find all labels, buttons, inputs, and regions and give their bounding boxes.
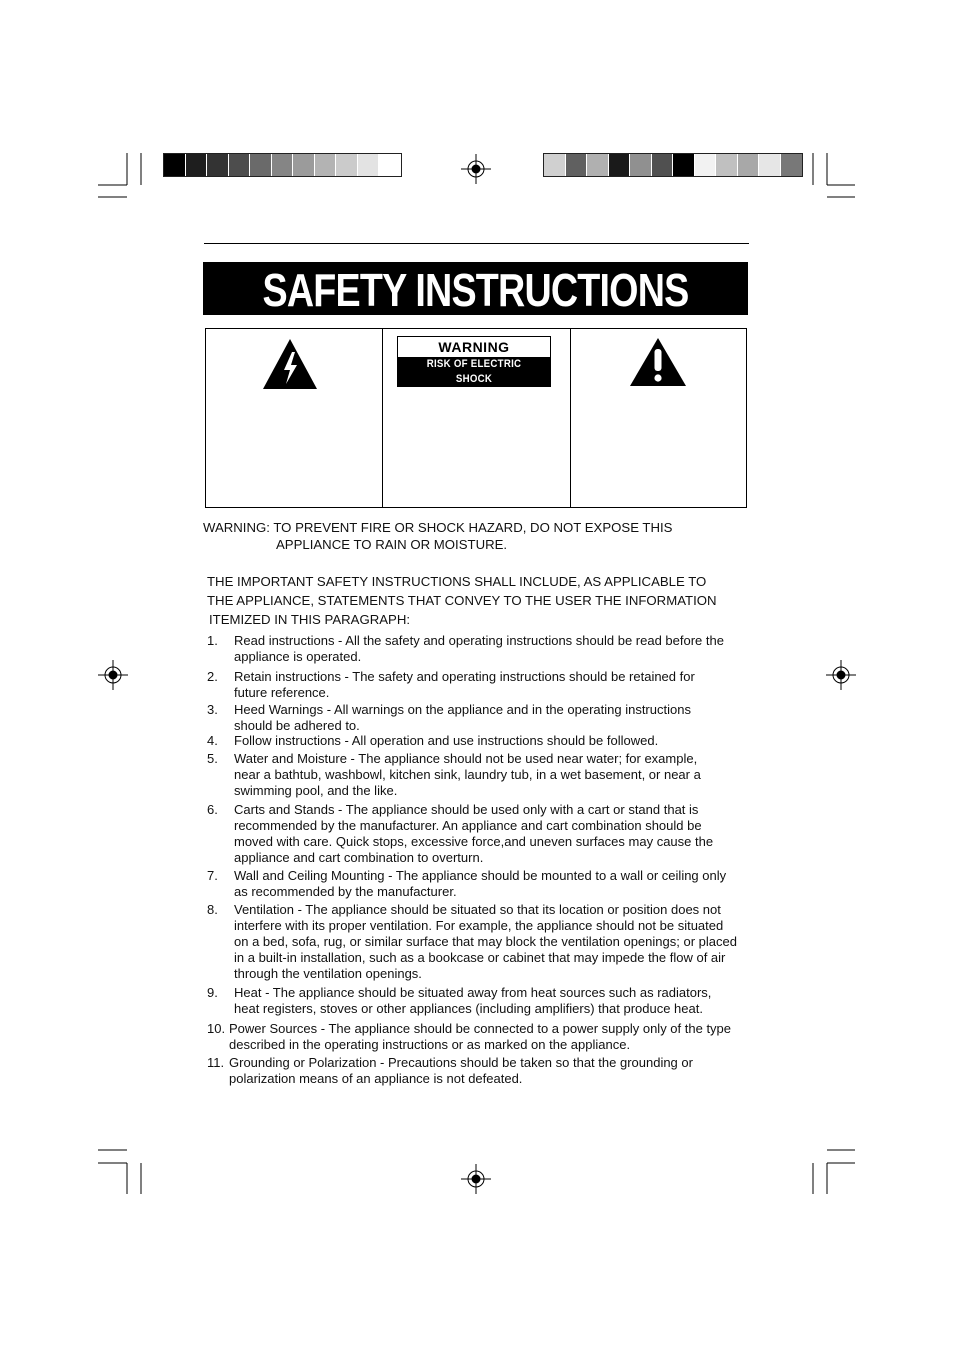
- instruction-number: 3.: [207, 702, 218, 717]
- instruction-line: Carts and Stands - The appliance should be used only with a cart or stand that is: [234, 802, 699, 817]
- instruction-line: Heed Warnings - All warnings on the appliance and in the operating instructions: [234, 702, 691, 717]
- table-divider: [382, 329, 383, 507]
- instruction-line: on a bed, sofa, rug, or similar surface that may block the ventilation openings; or placed: [234, 934, 737, 949]
- color-swatch: [716, 154, 738, 176]
- main-warning-line: WARNING: TO PREVENT FIRE OR SHOCK HAZARD, DO NOT EXPOSE THIS: [203, 520, 673, 535]
- registration-target-right: [826, 660, 856, 690]
- instruction-line: Wall and Ceiling Mounting - The appliance should be mounted to a wall or ceiling only: [234, 868, 727, 883]
- instruction-line: Follow instructions - All operation and use instructions should be followed.: [234, 733, 659, 748]
- intro-line: THE APPLIANCE, STATEMENTS THAT CONVEY TO THE USER THE INFORMATION: [207, 593, 717, 608]
- instruction-text: [229, 1021, 764, 1053]
- color-calibration-bar-left: [163, 153, 402, 177]
- instruction-number: 7.: [207, 868, 218, 883]
- page-title-banner: [203, 262, 748, 315]
- instruction-text: [234, 802, 769, 866]
- color-swatch: [315, 154, 337, 176]
- color-swatch: [336, 154, 358, 176]
- registration-target-left: [98, 660, 128, 690]
- instruction-number: 4.: [207, 733, 218, 748]
- instruction-text: [229, 1055, 764, 1087]
- exclamation-triangle-icon: [629, 337, 687, 387]
- instruction-line: Read instructions - All the safety and operating instructions should be read before the: [234, 633, 724, 648]
- warning-label-body: [398, 357, 550, 400]
- color-swatch: [630, 154, 652, 176]
- instruction-text: [234, 669, 769, 701]
- instruction-line: should be adhered to.: [234, 718, 360, 733]
- color-swatch: [250, 154, 272, 176]
- instruction-line: moved with care. Quick stops, excessive force,and uneven surfaces may cause the: [234, 834, 714, 849]
- color-swatch: [379, 154, 401, 176]
- warning-label-line: RISK OF ELECTRIC SHOCK: [426, 358, 522, 385]
- instruction-text: [234, 868, 769, 900]
- color-swatch: [673, 154, 695, 176]
- instruction-line: near a bathtub, washbowl, kitchen sink, laundry tub, in a wet basement, or near a: [234, 767, 701, 782]
- lightning-triangle-icon: [262, 338, 318, 390]
- color-swatch: [652, 154, 674, 176]
- instruction-number: 11.: [207, 1055, 225, 1070]
- instruction-line: as recommended by the manufacturer.: [234, 884, 457, 899]
- color-swatch: [272, 154, 294, 176]
- color-swatch: [738, 154, 760, 176]
- color-swatch: [781, 154, 803, 176]
- color-swatch: [164, 154, 186, 176]
- color-swatch: [759, 154, 781, 176]
- color-swatch: [293, 154, 315, 176]
- instruction-line: Water and Moisture - The appliance should not be used near water; for example,: [234, 751, 698, 766]
- instruction-number: 6.: [207, 802, 218, 817]
- instruction-text: [234, 902, 769, 982]
- instruction-number: 5.: [207, 751, 218, 766]
- table-divider: [570, 329, 571, 507]
- instruction-text: [234, 733, 769, 749]
- page-title: SAFETY INSTRUCTIONS: [262, 264, 689, 316]
- instruction-number: 1.: [207, 633, 218, 648]
- main-warning-line: APPLIANCE TO RAIN OR MOISTURE.: [276, 537, 508, 552]
- color-swatch: [207, 154, 229, 176]
- intro-line: ITEMIZED IN THIS PARAGRAPH:: [209, 612, 411, 627]
- instruction-line: described in the operating instructions or as marked on the appliance.: [229, 1037, 631, 1052]
- instruction-line: heat registers, stoves or other appliances (including amplifiers) that produce heat.: [234, 1001, 703, 1016]
- instruction-line: Retain instructions - The safety and operating instructions should be retained for: [234, 669, 695, 684]
- color-swatch: [609, 154, 631, 176]
- instruction-line: interfere with its proper ventilation. For example, the appliance should not be situated: [234, 918, 724, 933]
- instruction-line: Power Sources - The appliance should be connected to a power supply only of the type: [229, 1021, 732, 1036]
- warning-label: [397, 336, 551, 400]
- color-swatch: [695, 154, 717, 176]
- color-calibration-bar-right: [543, 153, 803, 177]
- instruction-number: 10.: [207, 1021, 226, 1036]
- instruction-line: through the ventilation openings.: [234, 966, 422, 981]
- instruction-line: swimming pool, and the like.: [234, 783, 398, 798]
- instruction-line: Ventilation - The appliance should be situated so that its location or position does not: [234, 902, 721, 917]
- header-rule: [204, 243, 749, 244]
- instruction-line: in a built-in installation, such as a bookcase or cabinet that may impede the flow of air: [234, 950, 726, 965]
- instruction-line: Heat - The appliance should be situated away from heat sources such as radiators,: [234, 985, 712, 1000]
- instruction-line: appliance is operated.: [234, 649, 362, 664]
- main-warning: [203, 519, 763, 553]
- instruction-text: [234, 985, 769, 1017]
- color-swatch: [229, 154, 251, 176]
- instruction-text: [234, 751, 769, 799]
- color-swatch: [358, 154, 380, 176]
- instruction-number: 8.: [207, 902, 218, 917]
- instruction-text: [234, 633, 769, 665]
- color-swatch: [544, 154, 566, 176]
- instruction-line: appliance and cart combination to overturn.: [234, 850, 484, 865]
- warning-label-heading: WARNING: [438, 339, 510, 355]
- instruction-line: recommended by the manufacturer. An appliance and cart combination should be: [234, 818, 702, 833]
- registration-target-bottom: [461, 1164, 491, 1194]
- instruction-line: future reference.: [234, 685, 330, 700]
- intro-paragraph: [207, 572, 767, 629]
- color-swatch: [186, 154, 208, 176]
- intro-line: THE IMPORTANT SAFETY INSTRUCTIONS SHALL INCLUDE, AS APPLICABLE TO: [207, 574, 707, 589]
- registration-target-top: [461, 154, 491, 184]
- color-swatch: [587, 154, 609, 176]
- instruction-line: polarization means of an appliance is not defeated.: [229, 1071, 523, 1086]
- warning-label-line: DO NOT OPEN: [438, 388, 510, 400]
- instruction-line: Grounding or Polarization - Precautions should be taken so that the grounding or: [229, 1055, 693, 1070]
- color-swatch: [566, 154, 588, 176]
- instruction-text: [234, 702, 769, 734]
- instruction-number: 2.: [207, 669, 218, 684]
- instruction-number: 9.: [207, 985, 218, 1000]
